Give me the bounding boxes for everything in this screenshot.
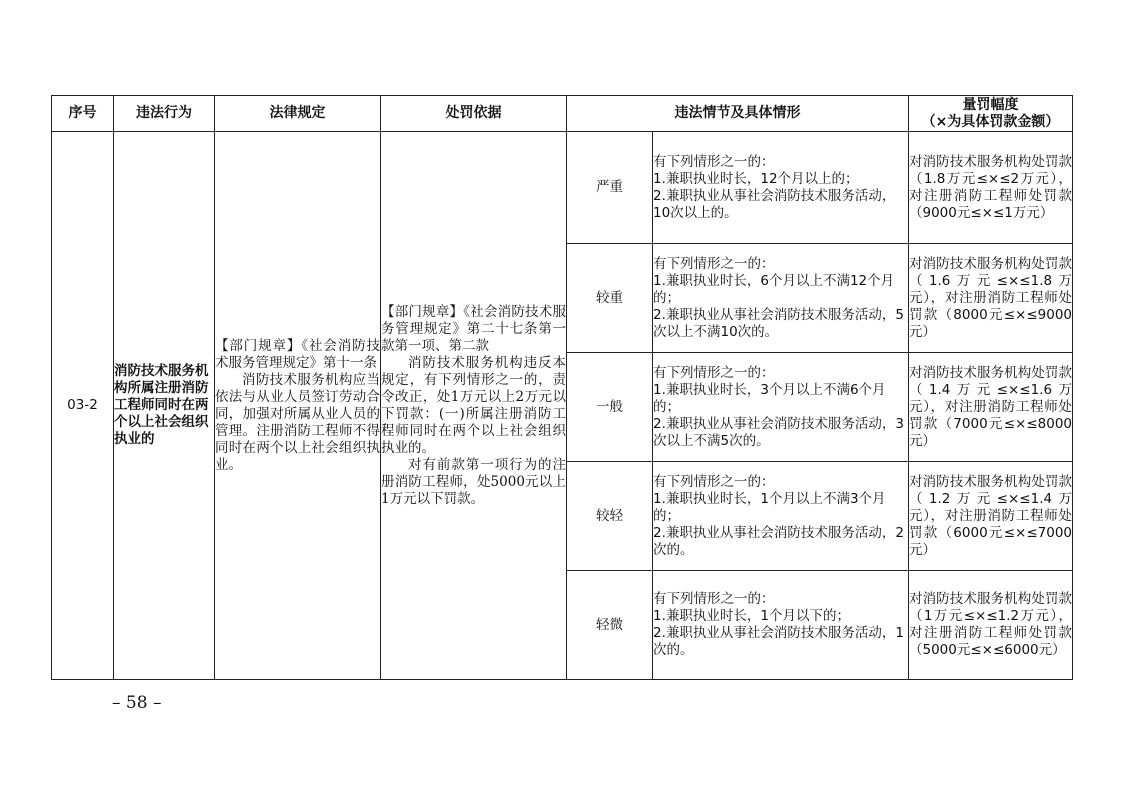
table-row	[52, 132, 1073, 244]
detail-cell	[653, 571, 909, 680]
table-header-row	[52, 96, 1073, 132]
basis-para2: 对有前款第一项行为的注册消防工程师，处5000元以上1万元以下罚款。	[381, 456, 566, 507]
detail-cell	[653, 462, 909, 571]
seq-cell: 03-2	[52, 132, 114, 680]
range-cell: 对消防技术服务机构处罚款（1万元≤×≤1.2万元），对注册消防工程师处罚款（5000元≤×≤6000元）	[909, 571, 1073, 680]
detail-item1: 1.兼职执业时长，1个月以上不满3个月的；	[653, 490, 886, 524]
basis-para1: 消防技术服务机构违反本规定，有下列情形之一的，责令改正，处1万元以上2万元以下罚款：(一)所属注册消防工程师同时在两个以上社会组织执业的。	[381, 354, 566, 456]
basis-title: 【部门规章】《社会消防技术服务管理规定》第二十七条第一款第一项、第二款	[381, 303, 566, 354]
header-law: 法律规定	[215, 96, 381, 132]
detail-item2: 2.兼职执业从事社会消防技术服务活动，5次以上不满10次的。	[653, 306, 904, 340]
level-cell: 较重	[567, 244, 653, 353]
range-cell: 对消防技术服务机构处罚款（1.6万元≤×≤1.8万元），对注册消防工程师处罚款（8000元≤×≤9000元）	[909, 244, 1073, 353]
violation-cell: 消防技术服务机构所属注册消防工程师同时在两个以上社会组织执业的	[114, 132, 215, 680]
detail-intro: 有下列情形之一的：	[653, 591, 775, 607]
header-act: 违法行为	[114, 96, 215, 132]
level-cell: 较轻	[567, 462, 653, 571]
detail-item1: 1.兼职执业时长，6个月以上不满12个月的；	[653, 272, 895, 306]
detail-cell	[653, 132, 909, 244]
level-cell: 轻微	[567, 571, 653, 680]
basis-cell	[381, 132, 567, 680]
penalty-table	[51, 95, 1073, 680]
detail-intro: 有下列情形之一的：	[653, 364, 775, 381]
detail-item2: 2.兼职执业从事社会消防技术服务活动，2次的。	[653, 524, 904, 558]
level-cell: 严重	[567, 132, 653, 244]
detail-item1: 1.兼职执业时长，1个月以下的；	[653, 608, 850, 624]
detail-item1: 1.兼职执业时长，3个月以上不满6个月的；	[653, 381, 886, 415]
detail-intro: 有下列情形之一的：	[653, 255, 775, 272]
law-body: 消防技术服务机构应当依法与从业人员签订劳动合同，加强对所属从业人员的管理。注册消防工程师不得同时在两个以上社会组织执业。	[215, 371, 380, 473]
page-number: – 58 –	[112, 693, 162, 713]
level-cell: 一般	[567, 353, 653, 462]
header-range-line1: 量罚幅度	[962, 96, 1019, 113]
header-range-line2: （×为具体罚款金额）	[921, 113, 1060, 130]
law-cell	[215, 132, 381, 680]
detail-intro: 有下列情形之一的：	[653, 473, 775, 490]
detail-cell	[653, 244, 909, 353]
detail-item2: 2.兼职执业从事社会消防技术服务活动，3次以上不满5次的。	[653, 415, 904, 449]
header-range	[909, 96, 1073, 132]
detail-item2: 2.兼职执业从事社会消防技术服务活动，1次的。	[653, 625, 904, 658]
range-cell: 对消防技术服务机构处罚款（1.2万元≤×≤1.4万元），对注册消防工程师处罚款（6000元≤×≤7000元）	[909, 462, 1073, 571]
range-cell: 对消防技术服务机构处罚款（1.8万元≤×≤2万元），对注册消防工程师处罚款（9000元≤×≤1万元）	[909, 132, 1073, 244]
detail-intro: 有下列情形之一的：	[653, 153, 775, 170]
header-circumstance: 违法情节及具体情形	[567, 96, 909, 132]
detail-item2: 2.兼职执业从事社会消防技术服务活动，10次以上的。	[653, 187, 896, 221]
detail-item1: 1.兼职执业时长，12个月以上的；	[653, 170, 859, 187]
header-basis: 处罚依据	[381, 96, 567, 132]
header-seq: 序号	[52, 96, 114, 132]
law-title: 【部门规章】《社会消防技术服务管理规定》第十一条	[215, 337, 380, 371]
detail-cell	[653, 353, 909, 462]
range-cell: 对消防技术服务机构处罚款（1.4万元≤×≤1.6万元），对注册消防工程师处罚款（7000元≤×≤8000元）	[909, 353, 1073, 462]
